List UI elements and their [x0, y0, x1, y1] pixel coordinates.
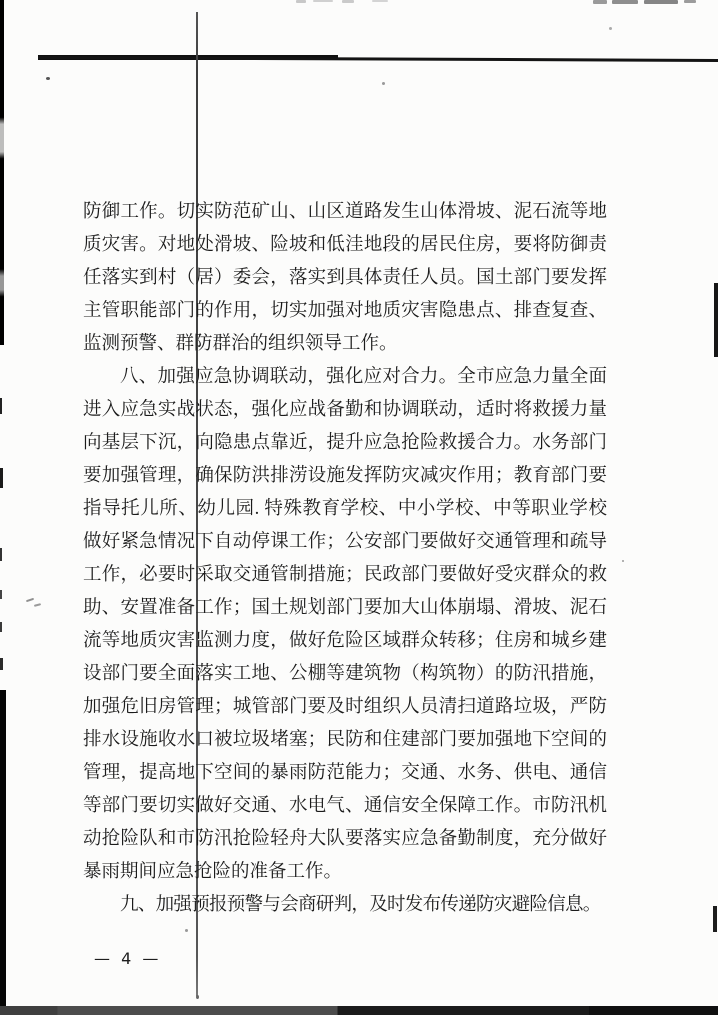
text-line: 动抢险队和市防汛抢险轻舟大队要落实应急备勤制度，充分做好: [83, 829, 607, 849]
top-edge-cutoff-mark: [342, 0, 354, 3]
top-edge-cutoff-mark: [593, 0, 607, 4]
scan-speck: [609, 27, 612, 30]
left-edge-mark: [0, 398, 2, 414]
text-line-section-8-heading: 八、加强应急协调联动，强化应对合力。全市应急力量全面: [120, 367, 607, 387]
text-line: 等部门要切实做好交通、水电气、通信安全保障工作。市防汛机: [83, 796, 607, 816]
text-line: 进入应急实战状态，强化应战备勤和协调联动，适时将救援力量: [83, 400, 607, 420]
text-line: 加强危旧房管理；城管部门要及时组织人员清扫道路垃圾，严防: [83, 697, 607, 717]
text-line: 管理，提高地下空间的暴雨防范能力；交通、水务、供电、通信: [83, 763, 607, 783]
left-edge-mark: [0, 622, 2, 632]
top-edge-cutoff-mark: [372, 0, 388, 2]
top-edge-cutoff-mark: [296, 0, 306, 3]
top-edge-cutoff-mark: [612, 0, 638, 4]
text-line: 任落实到村（居）委会，落实到具体责任人员。国土部门要发挥: [83, 268, 607, 288]
text-line: 排水设施收水口被垃圾堵塞；民防和住建部门要加强地下空间的: [83, 730, 607, 750]
text-line: 向基层下沉，向隐患点靠近，提升应急抢险救援合力。水务部门: [83, 433, 607, 453]
margin-smudge: [34, 603, 41, 607]
text-line: 要加强管理，确保防洪排涝设施发挥防灾减灾作用；教育部门要: [83, 466, 607, 486]
scan-speck: [46, 77, 50, 80]
scan-speck: [185, 929, 188, 932]
text-line: 做好紧急情况下自动停课工作；公安部门要做好交通管理和疏导: [83, 532, 607, 552]
top-edge-cutoff-mark: [684, 0, 696, 3]
text-line: 质灾害。对地处滑坡、险坡和低洼地段的居民住房，要将防御责: [83, 235, 607, 255]
text-line: 暴雨期间应急抢险的准备工作。: [83, 862, 343, 882]
top-edge-cutoff-mark: [644, 0, 678, 4]
left-edge-mark: [0, 590, 2, 599]
right-edge-mark: [714, 283, 718, 357]
left-edge-mark: [0, 658, 3, 670]
text-line: 流等地质灾害监测力度，做好危险区域群众转移；住房和城乡建: [83, 631, 607, 651]
text-line: 助、安置准备工作；国土规划部门要加大山体崩塌、滑坡、泥石: [83, 598, 607, 618]
text-line: 指导托儿所、幼儿园. 特殊教育学校、中小学校、中等职业学校: [83, 499, 607, 519]
text-line: 防御工作。切实防范矿山、山区道路发生山体滑坡、泥石流等地: [83, 202, 607, 222]
text-line: 主管职能部门的作用，切实加强对地质灾害隐患点、排查复查、: [83, 301, 607, 321]
right-edge-mark: [713, 906, 717, 932]
scan-speck: [382, 82, 385, 85]
top-horizontal-rule: [38, 56, 718, 62]
margin-smudge: [26, 598, 34, 602]
text-line: 设部门要全面落实工地、公棚等建筑物（构筑物）的防汛措施，: [83, 664, 607, 684]
scan-speck: [196, 995, 199, 999]
page-number: — 4 —: [94, 949, 162, 968]
top-edge-cutoff-mark: [313, 0, 333, 2]
body-text: [83, 196, 607, 922]
left-edge-mark: [0, 548, 2, 561]
scan-speck: [622, 560, 624, 562]
text-line: 工作，必要时采取交通管制措施；民政部门要做好受灾群众的救: [83, 565, 607, 585]
text-line-section-9-heading: 九、加强预报预警与会商研判，及时发布传递防灾避险信息。: [120, 895, 601, 915]
text-line: 监测预警、群防群治的组织领导工作。: [83, 334, 398, 354]
left-edge-scan-bar-top: [0, 0, 4, 345]
left-edge-mark: [0, 468, 3, 488]
left-edge-scan-bar-bottom: [0, 690, 6, 1015]
bottom-edge-scan-bar: [0, 1006, 718, 1015]
